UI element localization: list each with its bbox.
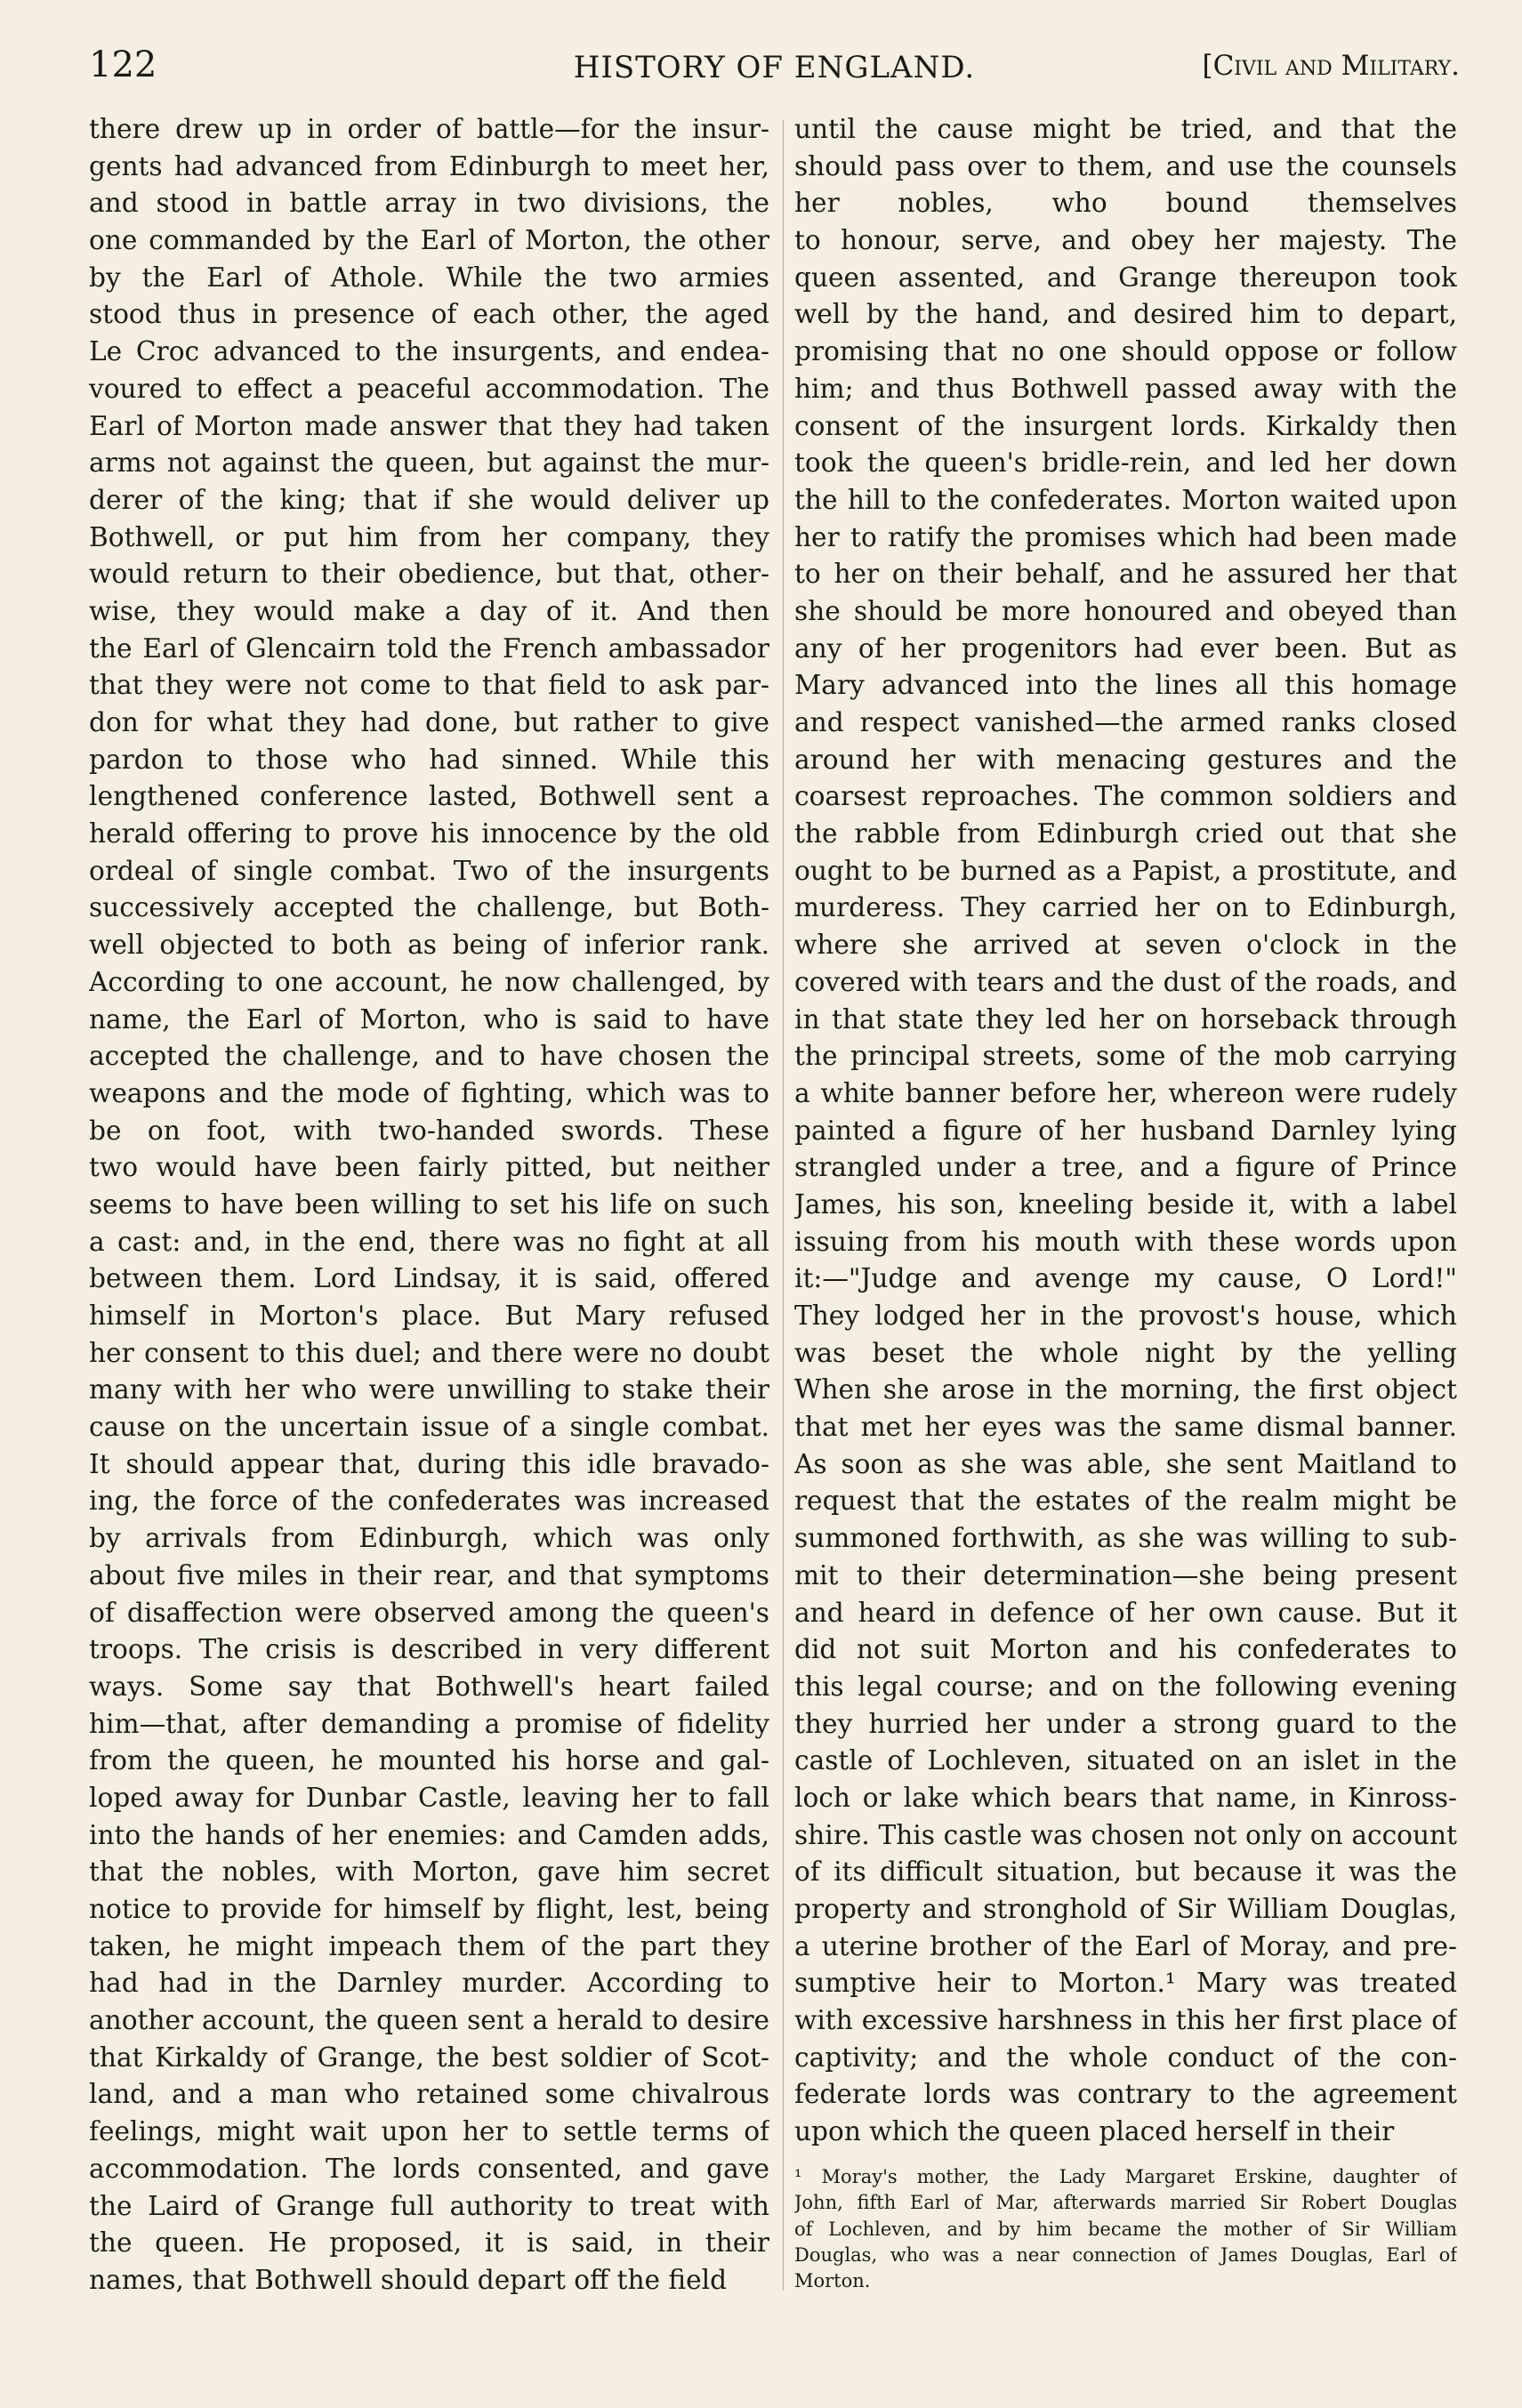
text-line: weapons and the mode of fighting, which was to — [89, 1077, 769, 1108]
text-line: and heard in defence of her own cause. But it — [794, 1597, 1457, 1628]
running-title: HISTORY OF ENGLAND. — [573, 50, 976, 85]
text-line: one commanded by the Earl of Morton, the other — [89, 225, 769, 256]
text-line: They lodged her in the provost's house, which — [794, 1301, 1457, 1331]
text-line: the Laird of Grange full authority to treat with — [89, 2190, 769, 2221]
text-line: two would have been fairly pitted, but neither — [89, 1152, 769, 1183]
text-line: consent of the insurgent lords. Kirkaldy then — [794, 410, 1457, 441]
text-line: into the hands of her enemies: and Camden adds, — [89, 1819, 769, 1850]
text-line: name, the Earl of Morton, who is said to have — [89, 1003, 769, 1035]
text-line: him; and thus Bothwell passed away with the — [794, 373, 1457, 404]
text-line: loped away for Dunbar Castle, leaving her to fall — [89, 1782, 769, 1813]
text-line: to honour, serve, and obey her majesty. The — [794, 225, 1457, 256]
text-line: until the cause might be tried, and that the — [794, 114, 1457, 144]
text-line: the hill to the confederates. Morton waited upon — [794, 484, 1457, 515]
footnote-line: ¹ Moray's mother, the Lady Margaret Erskine, daughter of — [794, 2166, 1457, 2187]
text-line: captivity; and the whole conduct of the con- — [794, 2042, 1457, 2073]
footnote-line: of Lochleven, and by him became the mother of Sir William — [794, 2218, 1457, 2240]
text-line: coarsest reproaches. The common soldiers and — [794, 781, 1457, 812]
text-line: would return to their obedience, but that, other- — [89, 559, 769, 590]
text-line: another account, the queen sent a herald to desire — [89, 2005, 769, 2036]
text-line: As soon as she was able, she sent Maitland to — [794, 1448, 1457, 1479]
text-line: had had in the Darnley murder. According to — [89, 1968, 769, 1999]
text-line: many with her who were unwilling to stake their — [89, 1374, 769, 1405]
text-line: mit to their determination—she being present — [794, 1559, 1457, 1591]
text-line: issuing from his mouth with these words upon — [794, 1226, 1457, 1257]
text-line: the queen. He proposed, it is said, in their — [89, 2227, 769, 2259]
text-line: sumptive heir to Morton.¹ Mary was treated — [794, 1968, 1457, 1999]
text-line: ing, the force of the confederates was increased — [89, 1486, 769, 1517]
text-line: names, that Bothwell should depart off the field — [89, 2264, 728, 2295]
text-line: be on foot, with two-handed swords. These — [89, 1115, 769, 1146]
text-line: should pass over to them, and use the counsels — [794, 150, 1457, 181]
text-line: notice to provide for himself by flight, lest, being — [89, 1894, 769, 1924]
text-line: painted a figure of her husband Darnley lying — [794, 1115, 1457, 1146]
text-line: about five miles in their rear, and that symptoms — [89, 1559, 769, 1591]
text-line: accommodation. The lords consented, and gave — [89, 2153, 769, 2184]
text-line: voured to effect a peaceful accommodation. The — [89, 373, 769, 404]
text-line: ways. Some say that Bothwell's heart failed — [89, 1671, 769, 1702]
section-heading: [Civil and Military. — [1202, 50, 1460, 82]
left-text-column — [89, 111, 769, 2299]
text-line: him—that, after demanding a promise of fidelity — [89, 1708, 769, 1739]
text-line: Bothwell, or put him from her company, they — [89, 521, 769, 552]
text-line: loch or lake which bears that name, in Kinross- — [794, 1782, 1457, 1813]
right-text-column — [794, 111, 1457, 2151]
text-line: Mary advanced into the lines all this homage — [794, 670, 1457, 701]
text-line: land, and a man who retained some chivalrous — [89, 2079, 769, 2110]
text-line: James, his son, kneeling beside it, with a label — [794, 1188, 1457, 1220]
text-line: in that state they led her on horseback through — [794, 1003, 1457, 1035]
text-line: and stood in battle array in two divisions, the — [89, 188, 769, 219]
text-line: this legal course; and on the following evening — [794, 1671, 1457, 1702]
text-line: a white banner before her, whereon were rudely — [794, 1077, 1457, 1108]
text-line: promising that no one should oppose or follow — [794, 336, 1457, 367]
text-line: where she arrived at seven o'clock in the — [794, 930, 1457, 961]
text-line: from the queen, he mounted his horse and gal- — [89, 1745, 769, 1776]
text-line: took the queen's bridle-rein, and led her down — [794, 447, 1457, 479]
text-line: did not suit Morton and his confederates to — [794, 1634, 1457, 1665]
footnote-line: Douglas, who was a near connection of James Douglas, Earl of — [794, 2243, 1457, 2266]
text-line: ordeal of single combat. Two of the insurgents — [89, 855, 769, 886]
text-line: summoned forthwith, as she was willing to sub- — [794, 1523, 1457, 1554]
text-line: ought to be burned as a Papist, a prostitute, and — [794, 855, 1457, 886]
text-line: that they were not come to that field to ask par- — [89, 670, 769, 701]
text-line: queen assented, and Grange thereupon took — [794, 262, 1457, 293]
text-line: shire. This castle was chosen not only on account — [794, 1819, 1457, 1850]
page-number: 122 — [89, 44, 157, 85]
text-line: troops. The crisis is described in very different — [89, 1634, 769, 1665]
text-line: derer of the king; that if she would deliver up — [89, 484, 769, 515]
text-line: well objected to both as being of inferior rank. — [89, 930, 769, 961]
text-line: she should be more honoured and obeyed than — [794, 595, 1457, 626]
text-line: with excessive harshness in this her first place of — [794, 2005, 1457, 2036]
text-line: strangled under a tree, and a figure of Prince — [794, 1152, 1457, 1183]
text-line: the principal streets, some of the mob carrying — [794, 1041, 1457, 1072]
text-line: stood thus in presence of each other, the aged — [89, 299, 769, 330]
text-line: seems to have been willing to set his life on such — [89, 1188, 769, 1220]
text-line: federate lords was contrary to the agreement — [794, 2079, 1457, 2110]
text-line: upon which the queen placed herself in their — [794, 2116, 1395, 2147]
text-line: successively accepted the challenge, but Both- — [89, 892, 769, 923]
text-line: by arrivals from Edinburgh, which was only — [89, 1523, 769, 1554]
text-line: Le Croc advanced to the insurgents, and endea- — [89, 336, 769, 367]
text-line: arms not against the queen, but against the mur- — [89, 447, 769, 479]
text-line: well by the hand, and desired him to depart, — [794, 299, 1457, 330]
text-line: around her with menacing gestures and the — [794, 744, 1457, 775]
text-line: pardon to those who had sinned. While this — [89, 744, 769, 775]
text-line: a cast: and, in the end, there was no fight at all — [89, 1226, 769, 1257]
text-line: of disaffection were observed among the queen's — [89, 1597, 769, 1628]
text-line: castle of Lochleven, situated on an islet in the — [794, 1745, 1457, 1776]
text-line: that met her eyes was the same dismal banner. — [794, 1412, 1457, 1443]
text-line: the rabble from Edinburgh cried out that she — [794, 818, 1457, 850]
text-line: wise, they would make a day of it. And then — [89, 595, 769, 626]
text-line: a uterine brother of the Earl of Moray, and pre- — [794, 1930, 1457, 1961]
text-line: any of her progenitors had ever been. But as — [794, 632, 1457, 664]
text-line: property and stronghold of Sir William Douglas, — [794, 1894, 1457, 1924]
text-line: taken, he might impeach them of the part they — [89, 1930, 769, 1961]
text-line: that Kirkaldy of Grange, the best soldier of Scot- — [89, 2042, 769, 2073]
text-line: the Earl of Glencairn told the French ambassador — [89, 632, 769, 664]
text-line: It should appear that, during this idle bravado- — [89, 1448, 769, 1479]
text-line: According to one account, he now challenged, by — [89, 966, 769, 997]
text-line: and respect vanished—the armed ranks closed — [794, 707, 1457, 737]
text-line: murderess. They carried her on to Edinburgh, — [794, 892, 1457, 923]
running-header — [89, 44, 1460, 85]
text-line: between them. Lord Lindsay, it is said, offered — [89, 1263, 769, 1294]
text-line: accepted the challenge, and to have chosen the — [89, 1041, 769, 1072]
footnote — [794, 2164, 1457, 2294]
text-line: her nobles, who bound themselves — [794, 188, 1457, 219]
text-line: feelings, might wait upon her to settle terms of — [89, 2116, 769, 2147]
text-line: herald offering to prove his innocence by the old — [89, 818, 769, 850]
text-line: it:—"Judge and avenge my cause, O Lord!" — [794, 1263, 1457, 1294]
text-line: don for what they had done, but rather to give — [89, 707, 769, 737]
text-line: her consent to this duel; and there were no doubt — [89, 1337, 769, 1368]
text-line: When she arose in the morning, the first object — [794, 1374, 1457, 1405]
column-divider — [783, 120, 784, 2291]
text-line: gents had advanced from Edinburgh to meet her, — [89, 150, 769, 181]
text-line: himself in Morton's place. But Mary refused — [89, 1301, 769, 1331]
text-line: Earl of Morton made answer that they had taken — [89, 410, 769, 441]
footnote-line: Morton. — [794, 2270, 871, 2292]
text-line: that the nobles, with Morton, gave him secret — [89, 1856, 769, 1888]
text-line: lengthened conference lasted, Bothwell sent a — [89, 781, 769, 812]
text-line: her to ratify the promises which had been made — [794, 521, 1457, 552]
text-line: they hurried her under a strong guard to the — [794, 1708, 1457, 1739]
text-line: was beset the whole night by the yelling — [794, 1337, 1457, 1368]
text-line: of its difficult situation, but because it was the — [794, 1856, 1457, 1888]
text-line: by the Earl of Athole. While the two armies — [89, 262, 769, 293]
text-line: there drew up in order of battle—for the insur- — [89, 114, 769, 144]
text-line: to her on their behalf, and he assured her that — [794, 559, 1457, 590]
footnote-line: John, fifth Earl of Mar, afterwards married Sir Robert Douglas — [794, 2192, 1457, 2214]
text-line: covered with tears and the dust of the roads, and — [794, 966, 1457, 997]
text-line: cause on the uncertain issue of a single combat. — [89, 1412, 769, 1443]
text-line: request that the estates of the realm might be — [794, 1486, 1457, 1517]
